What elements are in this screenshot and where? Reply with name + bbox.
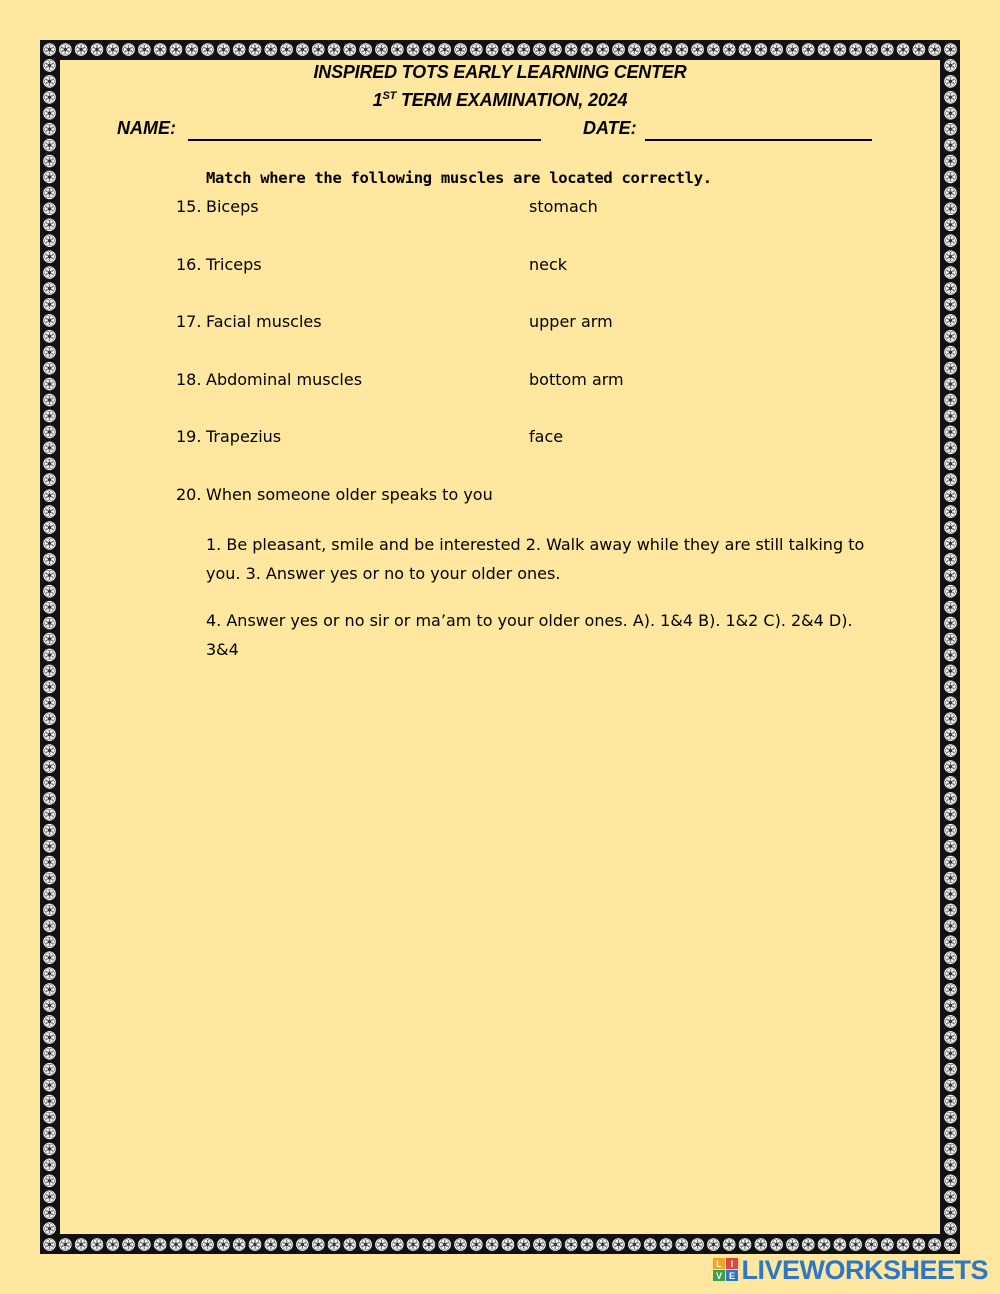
logo-letter: L	[716, 1259, 723, 1269]
muscle-term[interactable]: Trapezius	[206, 427, 282, 446]
logo-letter: V	[716, 1271, 723, 1281]
name-field-line[interactable]	[188, 139, 541, 141]
exam-title-number: 1	[372, 90, 383, 110]
muscle-location[interactable]: upper arm	[529, 312, 613, 331]
muscle-location[interactable]: stomach	[529, 197, 598, 216]
question-number: 15.	[176, 197, 202, 216]
question-number: 16.	[176, 255, 202, 274]
muscle-term[interactable]: Facial muscles	[206, 312, 322, 331]
school-name: INSPIRED TOTS EARLY LEARNING CENTER	[313, 62, 687, 82]
question-20-options-second: 4. Answer yes or no sir or ma’am to your older ones. A). 1&4 B). 1&2 C). 2&4 D). 3&4	[206, 611, 853, 659]
liveworksheets-wordmark: LIVEWORKSHEETS	[741, 1254, 988, 1285]
question-20-number: 20.	[176, 485, 202, 504]
question-20-options-first: 1. Be pleasant, smile and be interested 2. Walk away while they are still talking to you. 3. Answer yes or no to your older ones.	[206, 535, 865, 583]
exam-title-suffix: ST	[382, 90, 397, 102]
muscle-location[interactable]: neck	[529, 255, 568, 274]
question-number: 18.	[176, 370, 202, 389]
question-number: 19.	[176, 427, 202, 446]
muscle-term[interactable]: Biceps	[206, 197, 259, 216]
muscle-term[interactable]: Triceps	[206, 255, 262, 274]
instruction-text: Match where the following muscles are located correctly.	[206, 169, 712, 187]
liveworksheets-watermark	[713, 1255, 988, 1285]
date-label: DATE:	[583, 118, 637, 138]
question-20-text: When someone older speaks to you	[206, 485, 493, 504]
name-label: NAME:	[117, 118, 176, 138]
question-number: 17.	[176, 312, 202, 331]
liveworksheets-logo-icon	[713, 1258, 739, 1282]
muscle-term[interactable]: Abdominal muscles	[206, 370, 363, 389]
exam-title	[0, 90, 1000, 111]
logo-letter: E	[729, 1271, 736, 1281]
logo-letter: I	[731, 1259, 734, 1269]
date-field-line[interactable]	[645, 139, 872, 141]
muscle-location[interactable]: bottom arm	[529, 370, 624, 389]
exam-title-rest: TERM EXAMINATION, 2024	[396, 90, 628, 110]
muscle-location[interactable]: face	[529, 427, 564, 446]
